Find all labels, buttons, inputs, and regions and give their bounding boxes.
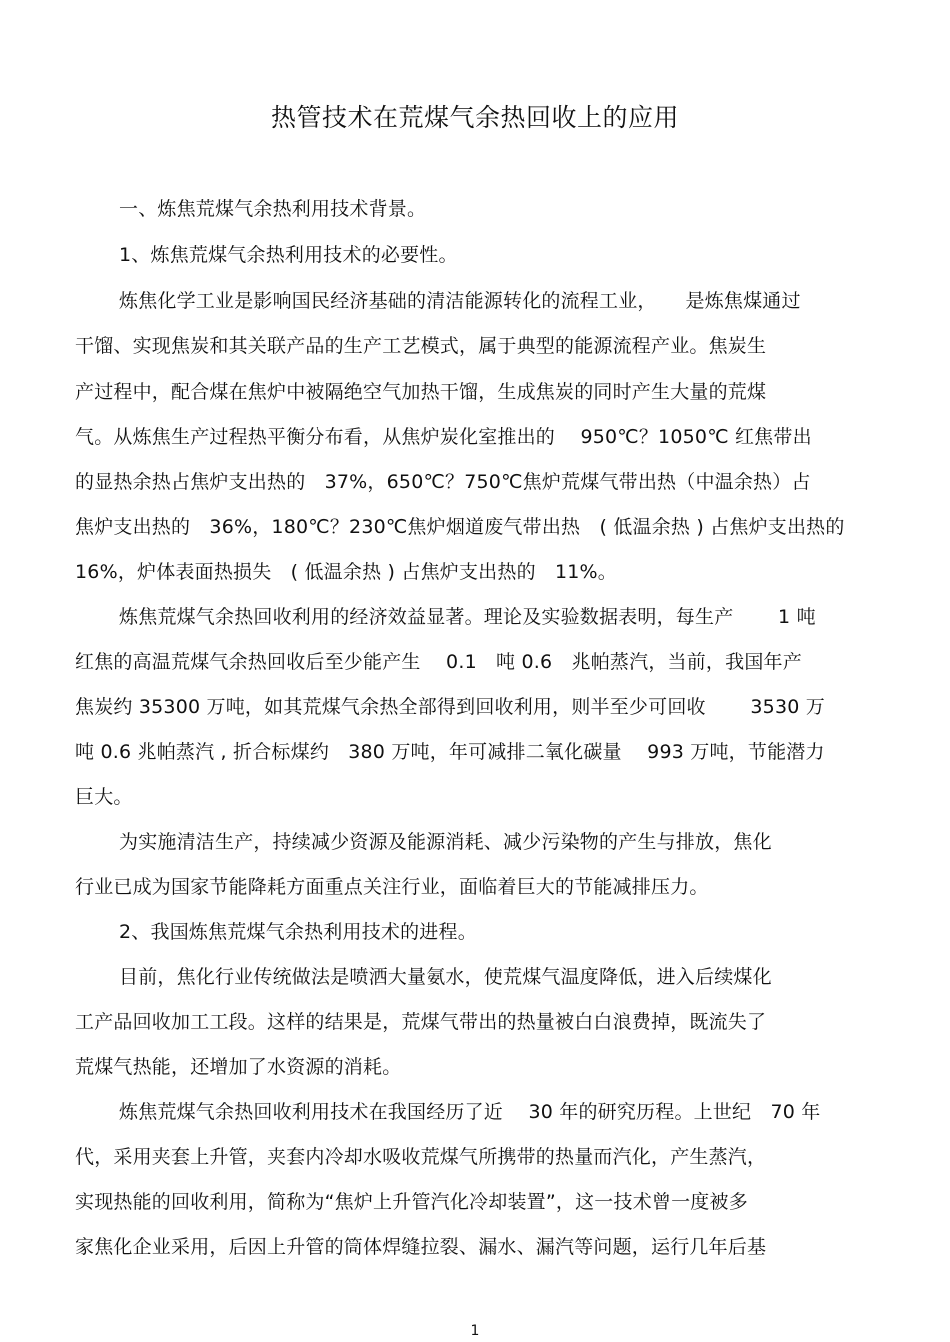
paragraph-line: 家焦化企业采用，后因上升管的筒体焊缝拉裂、漏水、漏汽等问题，运行几年后基 <box>75 1236 767 1258</box>
paragraph-line: 气。从炼焦生产过程热平衡分布看，从焦炉炭化室推出的 950℃？1050℃ 红焦带出 <box>75 426 812 448</box>
subsection-heading: 2、我国炼焦荒煤气余热利用技术的进程。 <box>119 921 477 943</box>
document-title: 热管技术在荒煤气余热回收上的应用 <box>270 103 679 132</box>
paragraph-line: 的显热余热占焦炉支出热的 37%，650℃？750℃焦炉荒煤气带出热（中温余热）占 <box>75 471 811 493</box>
paragraph-line: 红焦的高温荒煤气余热回收后至少能产生 0.1 吨 0.6 兆帕蒸汽，当前，我国年产 <box>75 651 802 673</box>
paragraph-line: 干馏、实现焦炭和其关联产品的生产工艺模式，属于典型的能源流程产业。焦炭生 <box>75 335 767 357</box>
paragraph-line: 行业已成为国家节能降耗方面重点关注行业，面临着巨大的节能减排压力。 <box>75 876 709 898</box>
subsection-heading: 1、炼焦荒煤气余热利用技术的必要性。 <box>119 244 458 266</box>
paragraph-line: 吨 0.6 兆帕蒸汽 , 折合标煤约 380 万吨，年可减排二氧化碳量 993 万吨，节能潜力 <box>75 741 825 763</box>
paragraph-line: 炼焦化学工业是影响国民经济基础的清洁能源转化的流程工业， 是炼焦煤通过 <box>119 290 801 312</box>
section-heading: 一、炼焦荒煤气余热利用技术背景。 <box>119 198 427 220</box>
paragraph-line: 实现热能的回收利用，简称为“焦炉上升管汽化冷却装置”，这一技术曾一度被多 <box>75 1191 748 1213</box>
paragraph-line: 荒煤气热能，还增加了水资源的消耗。 <box>75 1056 402 1078</box>
paragraph-line: 代，采用夹套上升管，夹套内冷却水吸收荒煤气所携带的热量而汽化，产生蒸汽， <box>75 1146 767 1168</box>
paragraph-line: 焦炉支出热的 36%，180℃？230℃焦炉烟道废气带出热 ( 低温余热 ) 占焦炉支出热的 <box>75 516 845 538</box>
paragraph-line: 为实施清洁生产，持续减少资源及能源消耗、减少污染物的产生与排放，焦化 <box>119 831 772 853</box>
paragraph-line: 炼焦荒煤气余热回收利用技术在我国经历了近 30 年的研究历程。上世纪 70 年 <box>119 1101 821 1123</box>
paragraph-line: 产过程中，配合煤在焦炉中被隔绝空气加热干馏，生成焦炭的同时产生大量的荒煤 <box>75 381 767 403</box>
paragraph-line: 焦炭约 35300 万吨，如其荒煤气余热全部得到回收利用，则半至少可回收 3530 万 <box>75 696 825 718</box>
paragraph-line: 目前，焦化行业传统做法是喷洒大量氨水，使荒煤气温度降低，进入后续煤化 <box>119 966 772 988</box>
paragraph-line: 16%，炉体表面热损失 ( 低温余热 ) 占焦炉支出热的 11%。 <box>75 561 618 583</box>
paragraph-line: 炼焦荒煤气余热回收利用的经济效益显著。理论及实验数据表明，每生产 1 吨 <box>119 606 816 628</box>
page-number: 1 <box>470 1323 480 1339</box>
paragraph-line: 巨大。 <box>75 786 133 808</box>
paragraph-line: 工产品回收加工工段。这样的结果是，荒煤气带出的热量被白白浪费掉，既流失了 <box>75 1011 767 1033</box>
